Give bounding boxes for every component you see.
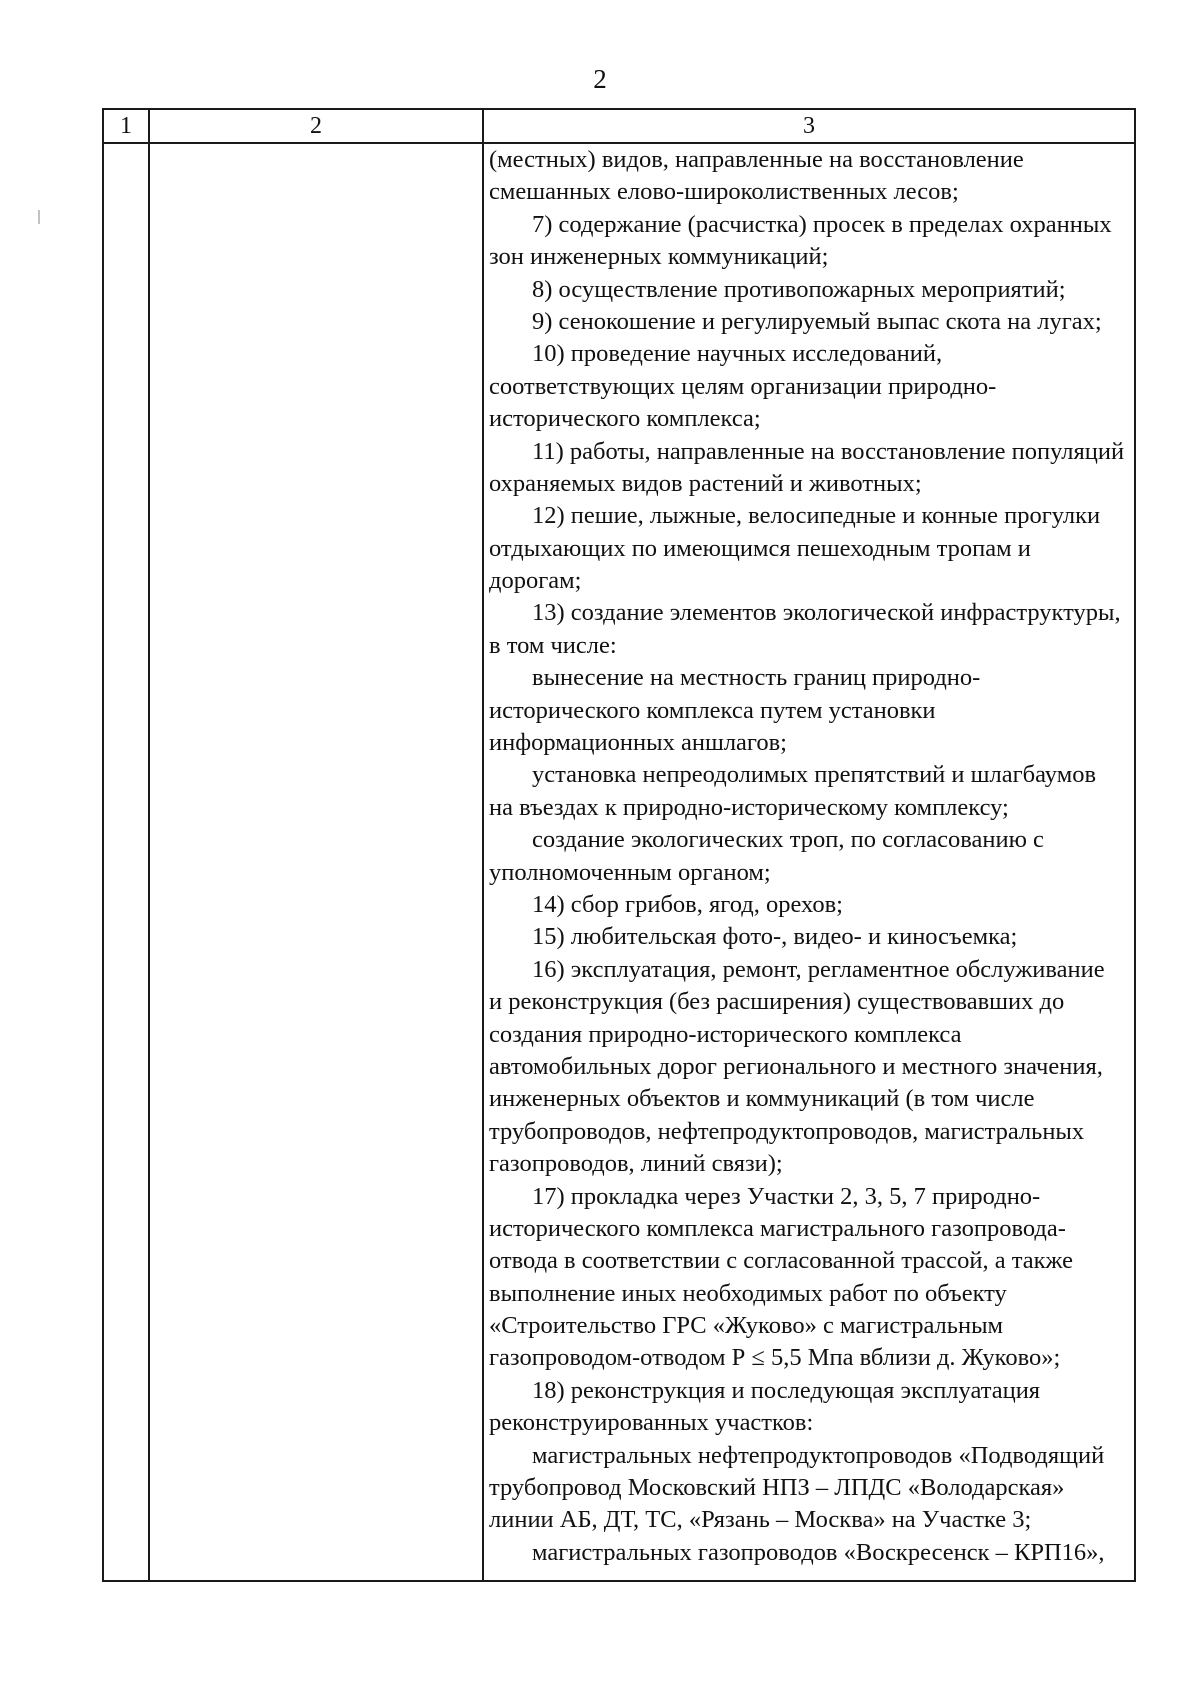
text-line: создания природно-исторического комплекса xyxy=(489,1020,962,1048)
text-line: создание экологических троп, по согласованию с xyxy=(532,826,1044,854)
text-line: уполномоченным органом; xyxy=(489,858,771,886)
text-line: инженерных объектов и коммуникаций (в том числе xyxy=(489,1085,1035,1113)
text-line: исторического комплекса путем установки xyxy=(489,696,936,724)
text-line: охраняемых видов растений и животных; xyxy=(489,469,922,497)
column-1-cell xyxy=(104,144,150,1580)
column-2-cell xyxy=(150,144,484,1580)
text-line: линии АБ, ДТ, ТС, «Рязань – Москва» на Участке 3; xyxy=(489,1506,1032,1534)
column-header-3: 3 xyxy=(484,110,1134,144)
column-header-1: 1 xyxy=(104,110,150,144)
text-line: зон инженерных коммуникаций; xyxy=(489,243,829,271)
text-line: и реконструкция (без расширения) существовавших до xyxy=(489,988,1065,1016)
text-line: смешанных елово-широколиственных лесов; xyxy=(489,178,959,206)
text-line: отвода в соответствии с согласованной трассой, а также xyxy=(489,1247,1074,1275)
text-line: дорогам; xyxy=(489,567,582,595)
text-line: трубопроводов, нефтепродуктопроводов, магистральных xyxy=(489,1117,1085,1145)
column-3-cell xyxy=(484,144,1134,1580)
text-line: 9) сенокошение и регулируемый выпас скота на лугах; xyxy=(532,307,1102,335)
text-line: отдыхающих по имеющимся пешеходным тропам и xyxy=(489,534,1031,562)
text-line: магистральных нефтепродуктопроводов «Подводящий xyxy=(532,1441,1105,1469)
text-line: 12) пешие, лыжные, велосипедные и конные прогулки xyxy=(532,502,1101,530)
text-line: 18) реконструкция и последующая эксплуатация xyxy=(532,1376,1041,1404)
text-line: информационных аншлагов; xyxy=(489,729,787,757)
text-line: (местных) видов, направленные на восстановление xyxy=(489,146,1024,173)
text-line: на въездах к природно-историческому комплексу; xyxy=(489,793,1009,821)
text-line: 13) создание элементов экологической инфраструктуры, xyxy=(532,599,1121,627)
text-line: реконструированных участков: xyxy=(489,1409,814,1437)
text-line: выполнение иных необходимых работ по объекту xyxy=(489,1279,1007,1307)
text-line: магистральных газопроводов «Воскресенск – КРП16», xyxy=(532,1538,1105,1566)
text-line: установка непреодолимых препятствий и шлагбаумов xyxy=(532,761,1097,789)
text-line: 10) проведение научных исследований, xyxy=(532,340,943,368)
text-line: 16) эксплуатация, ремонт, регламентное обслуживание xyxy=(532,955,1105,983)
scan-speck xyxy=(38,210,40,224)
text-line: «Строительство ГРС «Жуково» с магистральным xyxy=(489,1312,1004,1340)
text-line: исторического комплекса; xyxy=(489,405,761,433)
text-line: 8) осуществление противопожарных мероприятий; xyxy=(532,275,1066,303)
text-line: 14) сбор грибов, ягод, орехов; xyxy=(532,890,843,918)
text-line: в том числе: xyxy=(489,631,617,659)
regulation-table xyxy=(102,108,1136,1582)
text-line: вынесение на местность границ природно- xyxy=(532,664,981,692)
page-number: 2 xyxy=(593,64,607,94)
column-header-2: 2 xyxy=(150,110,484,144)
text-line: 17) прокладка через Участки 2, 3, 5, 7 природно- xyxy=(532,1182,1041,1210)
text-line: 11) работы, направленные на восстановление популяций xyxy=(532,437,1125,465)
text-line: 15) любительская фото-, видео- и киносъемка; xyxy=(532,923,1018,951)
text-line: газопроводом-отводом Р ≤ 5,5 Мпа вблизи д. Жуково»; xyxy=(489,1344,1061,1372)
text-line: соответствующих целям организации природно- xyxy=(489,372,997,400)
text-line: 7) содержание (расчистка) просек в пределах охранных xyxy=(532,210,1112,238)
text-line: трубопровод Московский НПЗ – ЛПДС «Володарская» xyxy=(489,1474,1065,1502)
text-line: газопроводов, линий связи); xyxy=(489,1150,783,1178)
text-line: исторического комплекса магистрального газопровода- xyxy=(489,1214,1066,1242)
text-line: автомобильных дорог регионального и местного значения, xyxy=(489,1052,1103,1080)
